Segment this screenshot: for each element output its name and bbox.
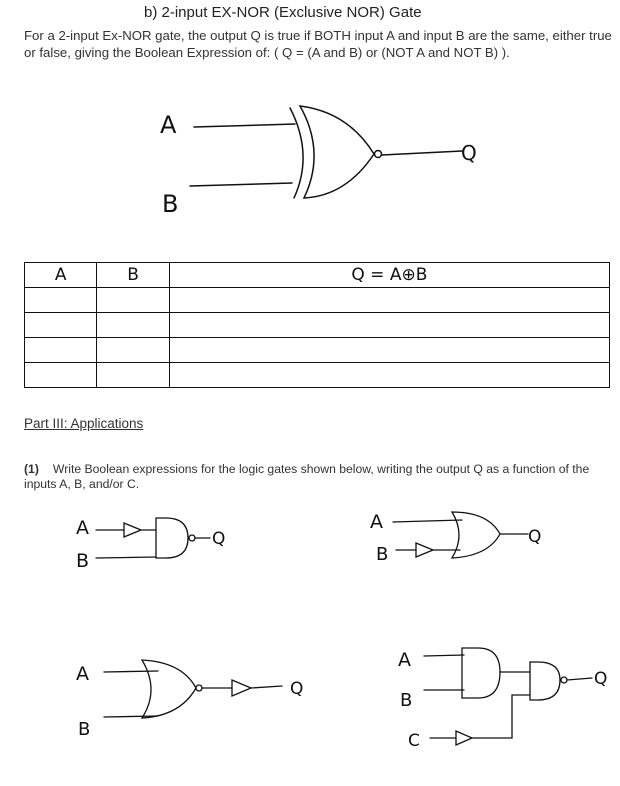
circuit-3-nor-gate [142, 660, 196, 718]
truth-table [24, 262, 610, 388]
circuit-3-buffer [232, 680, 251, 696]
truth-cell[interactable] [169, 363, 609, 388]
circuit-1-output: Q [212, 529, 226, 549]
circuit-2-input-a: A [370, 511, 383, 533]
truth-cell[interactable] [97, 338, 169, 363]
truth-header-b: B [97, 263, 169, 288]
circuit-1-input-b: B [76, 550, 90, 572]
question-number: (1) [24, 462, 39, 476]
circuit-2-output: Q [528, 527, 542, 547]
circuit-4-drawing [424, 648, 592, 745]
truth-cell[interactable] [25, 338, 97, 363]
truth-cell[interactable] [25, 313, 97, 338]
truth-cell[interactable] [25, 363, 97, 388]
input-b-wire [190, 183, 292, 186]
part-iii-title: Part III: Applications [24, 416, 144, 431]
truth-header-a: A [25, 263, 97, 288]
truth-cell[interactable] [97, 363, 169, 388]
exnor-bubble [375, 151, 382, 158]
truth-cell[interactable] [169, 288, 609, 313]
circuit-1-buffer [124, 523, 141, 537]
circuit-4-buffer [456, 731, 472, 745]
circuit-3-output: Q [290, 679, 304, 699]
circuit-3-input-b: B [78, 719, 91, 740]
output-wire [382, 151, 462, 155]
circuit-2-drawing [393, 512, 528, 558]
truth-cell[interactable] [169, 338, 609, 363]
truth-table-row [25, 313, 610, 338]
exnor-output-label: Q [461, 141, 477, 165]
question-text: Write Boolean expressions for the logic gates shown below, writing the output Q as a function of the inputs A, B, and/or C. [24, 462, 590, 491]
circuit-1-input-a: A [76, 517, 89, 539]
circuit-2-or-gate [452, 512, 500, 558]
circuit-4-and-gate [462, 648, 500, 698]
truth-table-row [25, 363, 610, 388]
circuit-1-nand-gate [156, 518, 188, 558]
exnor-gate-body [300, 106, 374, 198]
truth-header-q: Q = A⊕B [169, 263, 609, 288]
section-heading: b) 2-input EX-NOR (Exclusive NOR) Gate [144, 4, 422, 21]
section-description: For a 2-input Ex-NOR gate, the output Q is true if BOTH input A and input B are the same, either true or false, giving the Boolean Expression of: ( Q = (A and B) or (NOT A and NOT B) ). [24, 28, 612, 60]
circuit-3-drawing [104, 660, 282, 718]
circuit-4-input-a: A [398, 649, 411, 671]
input-a-wire [194, 124, 295, 127]
exnor-extra-curve [290, 108, 303, 198]
circuit-2-input-b: B [376, 544, 389, 565]
circuit-2-buffer [416, 543, 433, 557]
truth-table-row [25, 338, 610, 363]
circuit-4-output: Q [594, 669, 608, 689]
truth-cell[interactable] [25, 288, 97, 313]
circuit-3-input-a: A [76, 663, 89, 685]
truth-cell[interactable] [97, 288, 169, 313]
circuit-1-drawing [96, 518, 210, 558]
truth-cell[interactable] [169, 313, 609, 338]
truth-cell[interactable] [97, 313, 169, 338]
truth-table-header-row [25, 263, 610, 288]
circuit-4-nand-gate [530, 662, 560, 700]
truth-table-row [25, 288, 610, 313]
exnor-input-b-label: B [162, 190, 179, 218]
question-1 [24, 462, 612, 492]
exnor-input-a-label: A [160, 111, 177, 139]
circuit-4-input-b: B [400, 690, 413, 711]
circuit-4-input-c: C [408, 731, 420, 751]
